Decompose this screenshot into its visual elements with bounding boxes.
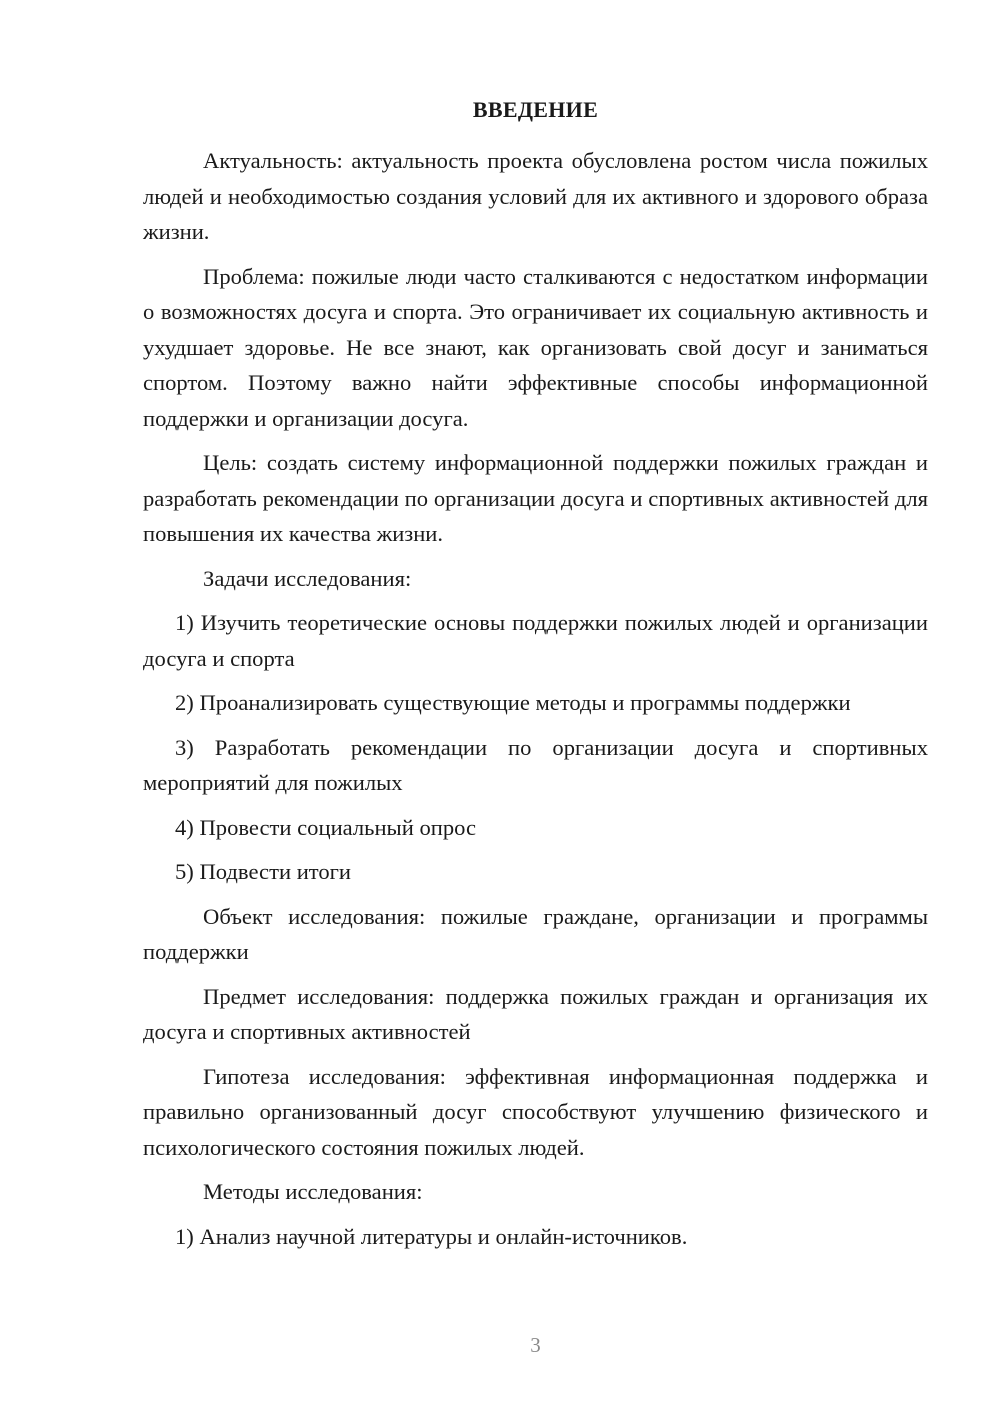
page-title: ВВЕДЕНИЕ (472, 97, 599, 122)
list-item-task-1: 1) Изучить теоретические основы поддержки пожилых людей и организации досуга и спорта (143, 610, 928, 671)
paragraph-tasks-heading: Задачи исследования: (203, 565, 412, 591)
list-item-task-5: 5) Подвести итоги (175, 859, 352, 884)
paragraph-subject: Предмет исследования: поддержка пожилых граждан и организация их досуга и спортивных активностей (143, 983, 928, 1044)
paragraph-methods-heading: Методы исследования: (203, 1179, 423, 1204)
paragraph-hypothesis: Гипотеза исследования: эффективная информационная поддержка и правильно организованный досуг способствуют улучшению физического и психологического состояния пожилых людей. (143, 1063, 928, 1160)
document-page (143, 0, 928, 1414)
page-number: 3 (530, 1333, 541, 1357)
list-item-task-4: 4) Провести социальный опрос (175, 814, 477, 840)
paragraph-problem: Проблема: пожилые люди часто сталкиваются с недостатком информации о возможностях досуга и спорта. Это ограничивает их социальную активность и ухудшает здоровье. Не все знают, как организовать свой досуг и заниматься спортом. Поэтому важно найти эффективные способы информационной поддержки и организации досуга. (143, 263, 928, 431)
paragraph-object: Объект исследования: пожилые граждане, организации и программы поддержки (143, 903, 928, 964)
paragraph-goal: Цель: создать систему информационной поддержки пожилых граждан и разработать рекомендации по организации досуга и спортивных активностей для повышения их качества жизни. (143, 450, 928, 546)
list-item-method-1: 1) Анализ научной литературы и онлайн-источников. (175, 1223, 688, 1249)
list-item-task-3: 3) Разработать рекомендации по организации досуга и спортивных мероприятий для пожилых (143, 734, 928, 795)
paragraph-relevance: Актуальность: актуальность проекта обусловлена ростом числа пожилых людей и необходимостью создания условий для их активного и здорового образа жизни. (143, 148, 928, 244)
list-item-task-2: 2) Проанализировать существующие методы и программы поддержки (175, 690, 851, 715)
document-body (143, 143, 928, 1263)
